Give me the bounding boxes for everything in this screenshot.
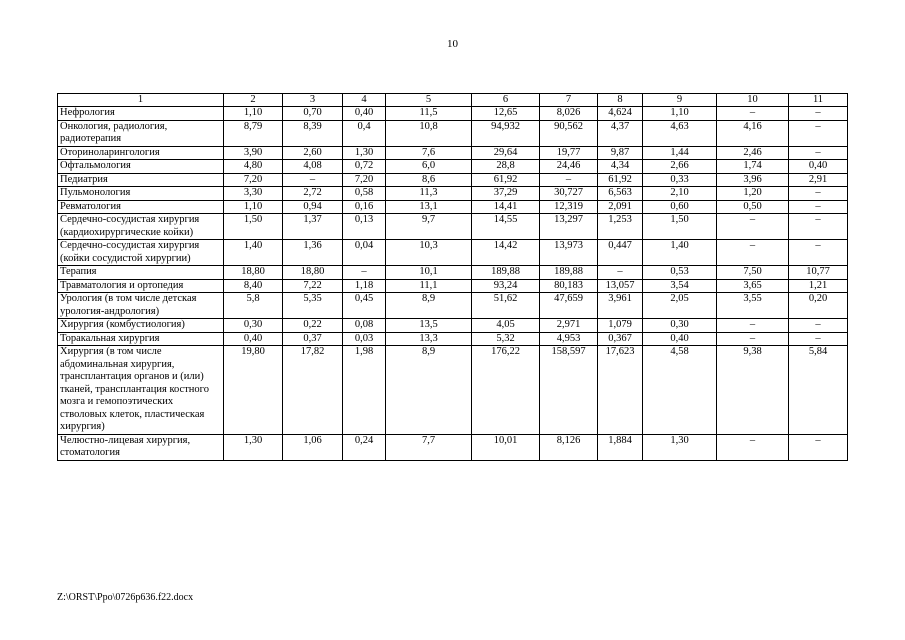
- value-cell: 11,3: [386, 187, 472, 201]
- value-cell: 2,72: [283, 187, 343, 201]
- value-cell: 30,727: [540, 187, 598, 201]
- value-cell: 13,297: [540, 214, 598, 240]
- value-cell: 0,58: [343, 187, 386, 201]
- value-cell: 3,96: [717, 173, 789, 187]
- value-cell: 4,05: [472, 319, 540, 333]
- value-cell: 1,50: [224, 214, 283, 240]
- value-cell: 9,7: [386, 214, 472, 240]
- value-cell: 8,6: [386, 173, 472, 187]
- value-cell: 0,50: [717, 200, 789, 214]
- value-cell: 0,03: [343, 332, 386, 346]
- table-row: [58, 160, 848, 174]
- value-cell: 1,74: [717, 160, 789, 174]
- table-row: [58, 434, 848, 460]
- value-cell: 8,126: [540, 434, 598, 460]
- table-row: [58, 187, 848, 201]
- table-row: [58, 146, 848, 160]
- value-cell: 0,53: [643, 266, 717, 280]
- value-cell: 13,5: [386, 319, 472, 333]
- value-cell: 176,22: [472, 346, 540, 435]
- value-cell: 3,65: [717, 279, 789, 293]
- value-cell: 0,40: [789, 160, 848, 174]
- value-cell: 9,38: [717, 346, 789, 435]
- value-cell: 0,72: [343, 160, 386, 174]
- value-cell: 2,91: [789, 173, 848, 187]
- value-cell: 2,091: [598, 200, 643, 214]
- specialty-name-cell: Хирургия (в том числе абдоминальная хирургия, трансплантация органов и (или) тканей, трансплантация костного мозга и гемопоэтических стволовых клеток, пластическая хирургия): [58, 346, 224, 435]
- value-cell: 8,9: [386, 346, 472, 435]
- value-cell: 0,40: [643, 332, 717, 346]
- value-cell: 5,35: [283, 293, 343, 319]
- value-cell: 2,46: [717, 146, 789, 160]
- value-cell: 0,94: [283, 200, 343, 214]
- column-header: 11: [789, 94, 848, 107]
- table-row: [58, 214, 848, 240]
- value-cell: 51,62: [472, 293, 540, 319]
- value-cell: 1,253: [598, 214, 643, 240]
- value-cell: 7,50: [717, 266, 789, 280]
- value-cell: 1,10: [224, 107, 283, 121]
- value-cell: 0,45: [343, 293, 386, 319]
- value-cell: 3,54: [643, 279, 717, 293]
- value-cell: 1,98: [343, 346, 386, 435]
- value-cell: 13,057: [598, 279, 643, 293]
- table-row: [58, 173, 848, 187]
- value-cell: 0,447: [598, 240, 643, 266]
- table-row: [58, 266, 848, 280]
- table-header-row: [58, 94, 848, 107]
- value-cell: 0,20: [789, 293, 848, 319]
- value-cell: –: [717, 107, 789, 121]
- value-cell: 4,34: [598, 160, 643, 174]
- value-cell: 189,88: [472, 266, 540, 280]
- value-cell: 10,1: [386, 266, 472, 280]
- value-cell: 14,41: [472, 200, 540, 214]
- value-cell: 2,66: [643, 160, 717, 174]
- value-cell: 7,20: [343, 173, 386, 187]
- value-cell: 9,87: [598, 146, 643, 160]
- value-cell: 4,953: [540, 332, 598, 346]
- value-cell: –: [717, 319, 789, 333]
- value-cell: 0,30: [224, 319, 283, 333]
- value-cell: 5,8: [224, 293, 283, 319]
- specialty-name-cell: Травматология и ортопедия: [58, 279, 224, 293]
- value-cell: 8,40: [224, 279, 283, 293]
- table-row: [58, 240, 848, 266]
- column-header: 7: [540, 94, 598, 107]
- value-cell: 8,39: [283, 120, 343, 146]
- value-cell: 10,77: [789, 266, 848, 280]
- value-cell: 1,44: [643, 146, 717, 160]
- value-cell: –: [789, 434, 848, 460]
- value-cell: 1,37: [283, 214, 343, 240]
- value-cell: 1,40: [224, 240, 283, 266]
- page-number: 10: [447, 38, 458, 50]
- value-cell: 93,24: [472, 279, 540, 293]
- table-row: [58, 120, 848, 146]
- value-cell: 3,90: [224, 146, 283, 160]
- value-cell: 4,63: [643, 120, 717, 146]
- value-cell: 7,22: [283, 279, 343, 293]
- value-cell: –: [343, 266, 386, 280]
- value-cell: 0,37: [283, 332, 343, 346]
- value-cell: 1,36: [283, 240, 343, 266]
- table-row: [58, 107, 848, 121]
- value-cell: –: [540, 173, 598, 187]
- value-cell: 4,37: [598, 120, 643, 146]
- value-cell: –: [789, 107, 848, 121]
- value-cell: 18,80: [224, 266, 283, 280]
- value-cell: 1,06: [283, 434, 343, 460]
- value-cell: 7,20: [224, 173, 283, 187]
- table-body: [58, 107, 848, 461]
- value-cell: 10,01: [472, 434, 540, 460]
- column-header: 3: [283, 94, 343, 107]
- column-header: 4: [343, 94, 386, 107]
- value-cell: 4,624: [598, 107, 643, 121]
- value-cell: 8,9: [386, 293, 472, 319]
- value-cell: 1,10: [643, 107, 717, 121]
- value-cell: –: [717, 332, 789, 346]
- value-cell: 1,21: [789, 279, 848, 293]
- value-cell: 3,961: [598, 293, 643, 319]
- value-cell: 47,659: [540, 293, 598, 319]
- value-cell: 94,932: [472, 120, 540, 146]
- value-cell: 61,92: [598, 173, 643, 187]
- value-cell: –: [717, 214, 789, 240]
- value-cell: 2,971: [540, 319, 598, 333]
- value-cell: –: [789, 240, 848, 266]
- value-cell: 0,22: [283, 319, 343, 333]
- specialty-name-cell: Офтальмология: [58, 160, 224, 174]
- value-cell: 0,33: [643, 173, 717, 187]
- table-row: [58, 293, 848, 319]
- value-cell: 5,84: [789, 346, 848, 435]
- value-cell: 5,32: [472, 332, 540, 346]
- value-cell: 4,58: [643, 346, 717, 435]
- value-cell: –: [598, 266, 643, 280]
- table-row: [58, 319, 848, 333]
- value-cell: 1,18: [343, 279, 386, 293]
- value-cell: –: [717, 434, 789, 460]
- value-cell: 4,80: [224, 160, 283, 174]
- value-cell: 8,79: [224, 120, 283, 146]
- value-cell: 1,50: [643, 214, 717, 240]
- column-header: 10: [717, 94, 789, 107]
- specialty-name-cell: Ревматология: [58, 200, 224, 214]
- specialty-name-cell: Челюстно-лицевая хирургия, стоматология: [58, 434, 224, 460]
- value-cell: 0,40: [343, 107, 386, 121]
- column-header: 6: [472, 94, 540, 107]
- value-cell: 14,42: [472, 240, 540, 266]
- value-cell: 19,77: [540, 146, 598, 160]
- value-cell: 19,80: [224, 346, 283, 435]
- value-cell: 90,562: [540, 120, 598, 146]
- value-cell: 37,29: [472, 187, 540, 201]
- specialty-name-cell: Урология (в том числе детская урология-андрология): [58, 293, 224, 319]
- value-cell: 1,079: [598, 319, 643, 333]
- value-cell: 1,30: [643, 434, 717, 460]
- value-cell: 13,3: [386, 332, 472, 346]
- value-cell: 6,0: [386, 160, 472, 174]
- value-cell: 11,1: [386, 279, 472, 293]
- value-cell: 0,08: [343, 319, 386, 333]
- specialty-name-cell: Онкология, радиология, радиотерапия: [58, 120, 224, 146]
- value-cell: 0,16: [343, 200, 386, 214]
- value-cell: 2,60: [283, 146, 343, 160]
- value-cell: 11,5: [386, 107, 472, 121]
- value-cell: 0,04: [343, 240, 386, 266]
- value-cell: –: [789, 319, 848, 333]
- column-header: 2: [224, 94, 283, 107]
- value-cell: 61,92: [472, 173, 540, 187]
- value-cell: –: [789, 187, 848, 201]
- value-cell: 2,10: [643, 187, 717, 201]
- value-cell: 3,55: [717, 293, 789, 319]
- value-cell: –: [283, 173, 343, 187]
- column-header: 1: [58, 94, 224, 107]
- value-cell: 0,60: [643, 200, 717, 214]
- table-row: [58, 200, 848, 214]
- value-cell: 10,3: [386, 240, 472, 266]
- value-cell: 1,20: [717, 187, 789, 201]
- value-cell: 4,08: [283, 160, 343, 174]
- value-cell: 1,10: [224, 200, 283, 214]
- value-cell: 3,30: [224, 187, 283, 201]
- value-cell: 2,05: [643, 293, 717, 319]
- value-cell: 24,46: [540, 160, 598, 174]
- specialty-name-cell: Нефрология: [58, 107, 224, 121]
- value-cell: 0,30: [643, 319, 717, 333]
- value-cell: 28,8: [472, 160, 540, 174]
- value-cell: 1,30: [343, 146, 386, 160]
- value-cell: 6,563: [598, 187, 643, 201]
- value-cell: –: [717, 240, 789, 266]
- table-row: [58, 332, 848, 346]
- specialty-name-cell: Хирургия (комбустиология): [58, 319, 224, 333]
- specialty-name-cell: Педиатрия: [58, 173, 224, 187]
- value-cell: 12,65: [472, 107, 540, 121]
- value-cell: 4,16: [717, 120, 789, 146]
- value-cell: 12,319: [540, 200, 598, 214]
- value-cell: 1,40: [643, 240, 717, 266]
- column-header: 9: [643, 94, 717, 107]
- value-cell: 17,623: [598, 346, 643, 435]
- column-header: 8: [598, 94, 643, 107]
- value-cell: 0,367: [598, 332, 643, 346]
- column-header: 5: [386, 94, 472, 107]
- specialty-name-cell: Сердечно-сосудистая хирургия (койки сосудистой хирургии): [58, 240, 224, 266]
- value-cell: –: [789, 214, 848, 240]
- value-cell: 13,1: [386, 200, 472, 214]
- value-cell: –: [789, 332, 848, 346]
- specialty-name-cell: Оториноларингология: [58, 146, 224, 160]
- value-cell: –: [789, 146, 848, 160]
- value-cell: 0,4: [343, 120, 386, 146]
- value-cell: 29,64: [472, 146, 540, 160]
- value-cell: 14,55: [472, 214, 540, 240]
- value-cell: 18,80: [283, 266, 343, 280]
- value-cell: 1,884: [598, 434, 643, 460]
- value-cell: 13,973: [540, 240, 598, 266]
- value-cell: 0,13: [343, 214, 386, 240]
- table-row: [58, 346, 848, 435]
- footer-file-path: Z:\ORST\Ppo\0726p636.f22.docx: [57, 592, 194, 603]
- value-cell: 17,82: [283, 346, 343, 435]
- specialty-name-cell: Торакальная хирургия: [58, 332, 224, 346]
- value-cell: 7,7: [386, 434, 472, 460]
- specialty-name-cell: Сердечно-сосудистая хирургия (кардиохирургические койки): [58, 214, 224, 240]
- value-cell: 158,597: [540, 346, 598, 435]
- value-cell: –: [789, 120, 848, 146]
- value-cell: 7,6: [386, 146, 472, 160]
- data-table: [57, 93, 848, 461]
- table-row: [58, 279, 848, 293]
- value-cell: 8,026: [540, 107, 598, 121]
- value-cell: 80,183: [540, 279, 598, 293]
- specialty-name-cell: Пульмонология: [58, 187, 224, 201]
- value-cell: 0,70: [283, 107, 343, 121]
- value-cell: 0,40: [224, 332, 283, 346]
- specialty-name-cell: Терапия: [58, 266, 224, 280]
- value-cell: 189,88: [540, 266, 598, 280]
- value-cell: –: [789, 200, 848, 214]
- value-cell: 10,8: [386, 120, 472, 146]
- value-cell: 1,30: [224, 434, 283, 460]
- value-cell: 0,24: [343, 434, 386, 460]
